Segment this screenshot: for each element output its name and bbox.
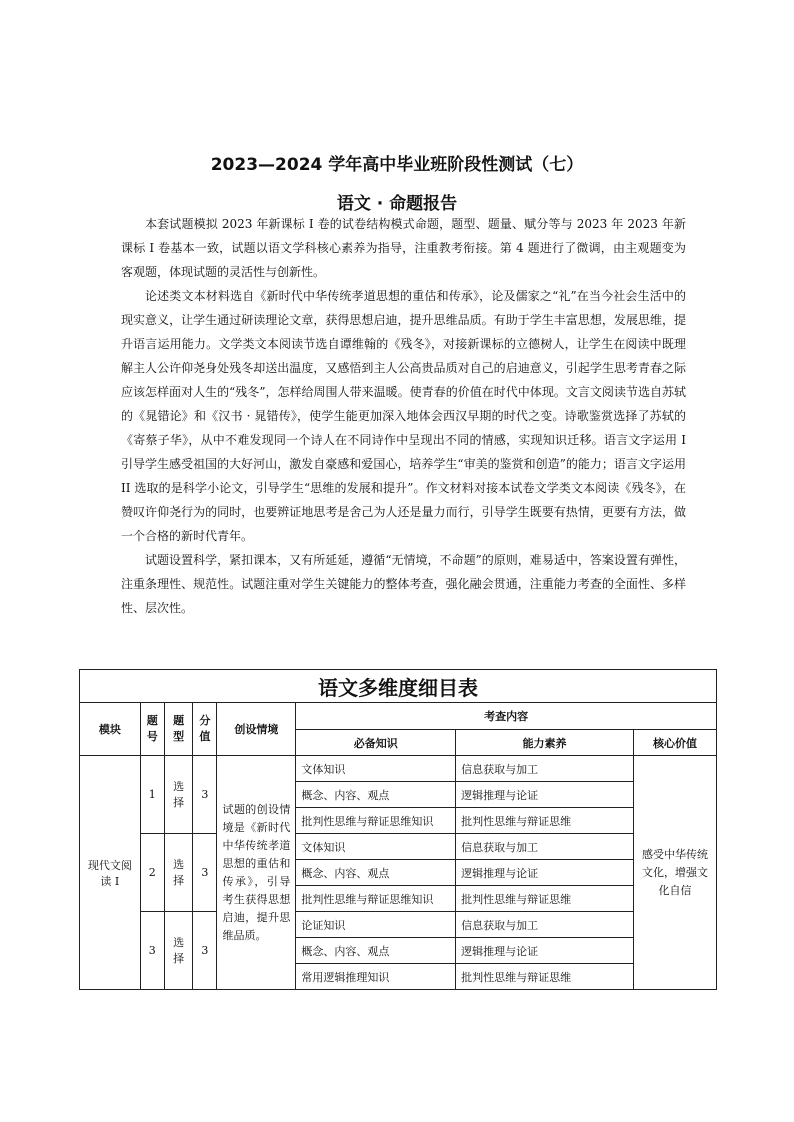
ability-cell: 批判性思维与辩证思维	[456, 964, 634, 990]
ability-cell: 信息获取与加工	[456, 834, 634, 860]
paragraph-intro: 本套试题模拟 2023 年新课标 I 卷的试卷结构模式命题，题型、题量、赋分等与 2023 年 2023 年新课标 I 卷基本一致，试题以语文学科核心素养为指导，注重教考衔接。第 4 题进行了微调，由主观题变为客观题，体现试题的灵活性与创新性。	[121, 217, 686, 279]
table-row	[80, 912, 717, 938]
ability-cell: 信息获取与加工	[456, 756, 634, 782]
score-cell: 3	[193, 834, 217, 912]
table-row	[80, 834, 717, 860]
header-content: 考查内容	[296, 703, 717, 730]
ability-cell: 信息获取与加工	[456, 912, 634, 938]
header-knowledge: 必备知识	[296, 730, 456, 756]
knowledge-cell: 常用逻辑推理知识	[296, 964, 456, 990]
module-cell: 现代文阅读 I	[80, 756, 141, 990]
table-row	[80, 756, 717, 782]
core-value-cell: 感受中华传统文化，增强文化自信	[634, 756, 717, 990]
question-type-cell: 选择	[164, 756, 192, 834]
ability-cell: 逻辑推理与论证	[456, 860, 634, 886]
header-question-type: 题型	[164, 703, 192, 756]
ability-cell: 批判性思维与辩证思维	[456, 808, 634, 834]
report-body	[121, 212, 686, 620]
knowledge-cell: 批判性思维与辩证思维知识	[296, 886, 456, 912]
header-module: 模块	[80, 703, 141, 756]
knowledge-cell: 概念、内容、观点	[296, 782, 456, 808]
header-scenario: 创设情境	[217, 703, 296, 756]
ability-cell: 批判性思维与辩证思维	[456, 886, 634, 912]
question-type-cell: 选择	[164, 912, 192, 990]
score-cell: 3	[193, 912, 217, 990]
page-subtitle: 语文 · 命题报告	[336, 194, 458, 214]
knowledge-cell: 文体知识	[296, 756, 456, 782]
question-no-cell: 3	[140, 912, 164, 990]
paragraph-design: 试题设置科学，紧扣课本，又有所延延，遵循“无情境，不命题”的原则，难易适中，答案设置有弹性，注重条理性、规范性。试题注重对学生关键能力的整体考查，强化融会贯通，注重能力考查的全面性、多样性、层次性。	[121, 553, 686, 615]
ability-cell: 逻辑推理与论证	[456, 938, 634, 964]
header-question-no: 题号	[140, 703, 164, 756]
knowledge-cell: 论证知识	[296, 912, 456, 938]
knowledge-cell: 概念、内容、观点	[296, 860, 456, 886]
knowledge-cell: 文体知识	[296, 834, 456, 860]
header-ability: 能力素养	[456, 730, 634, 756]
question-no-cell: 1	[140, 756, 164, 834]
scenario-cell: 试题的创设情境是《新时代中华传统孝道思想的重估和传承》，引导考生获得思想启迪，提升思维品质。	[217, 756, 296, 990]
question-type-cell: 选择	[164, 834, 192, 912]
table-title: 语文多维度细目表	[80, 670, 717, 703]
knowledge-cell: 概念、内容、观点	[296, 938, 456, 964]
question-no-cell: 2	[140, 834, 164, 912]
knowledge-cell: 批判性思维与辩证思维知识	[296, 808, 456, 834]
page-title: 2023—2024 学年高中毕业班阶段性测试（七）	[210, 155, 584, 175]
header-core-value: 核心价值	[634, 730, 717, 756]
ability-cell: 逻辑推理与论证	[456, 782, 634, 808]
score-cell: 3	[193, 756, 217, 834]
header-score: 分值	[193, 703, 217, 756]
detail-table	[79, 669, 717, 990]
paragraph-materials: 论述类文本材料选自《新时代中华传统孝道思想的重估和传承》，论及儒家之“礼”在当今社会生活中的现实意义，让学生通过研读理论文章，获得思想启迪，提升思维品质。有助于学生丰富思想，发展思维，提升语言运用能力。文学类文本阅读节选自谭维翰的《残冬》，对接新课标的立德树人，让学生在阅读中既理解主人公许仰尧身处残冬却送出温度，又感悟到主人公高贵品质对自己的启迪意义，引起学生思考青春之际应该怎样面对人生的“残冬”，怎样给周围人带来温暖。使青春的价值在时代中体现。文言文阅读节选自苏轼的《晁错论》和《汉书 · 晁错传》，使学生能更加深入地体会西汉早期的时代之变。诗歌鉴赏选择了苏轼的《寄蔡子华》，从中不难发现同一个诗人在不同诗作中呈现出不同的情感，实现知识迁移。语言文字运用 I 引导学生感受祖国的大好河山，激发自豪感和爱国心，培养学生“审美的鉴赏和创造”的能力；语言文字运用 II 选取的是科学小论文，引导学生“思维的发展和提升”。作文材料对接本试卷文学类文本阅读《残冬》，在赞叹许仰尧行为的同时，也要辨证地思考是舍己为人还是量力而行，引导学生既要有热情，更要有方法，做一个合格的新时代青年。	[121, 289, 686, 543]
